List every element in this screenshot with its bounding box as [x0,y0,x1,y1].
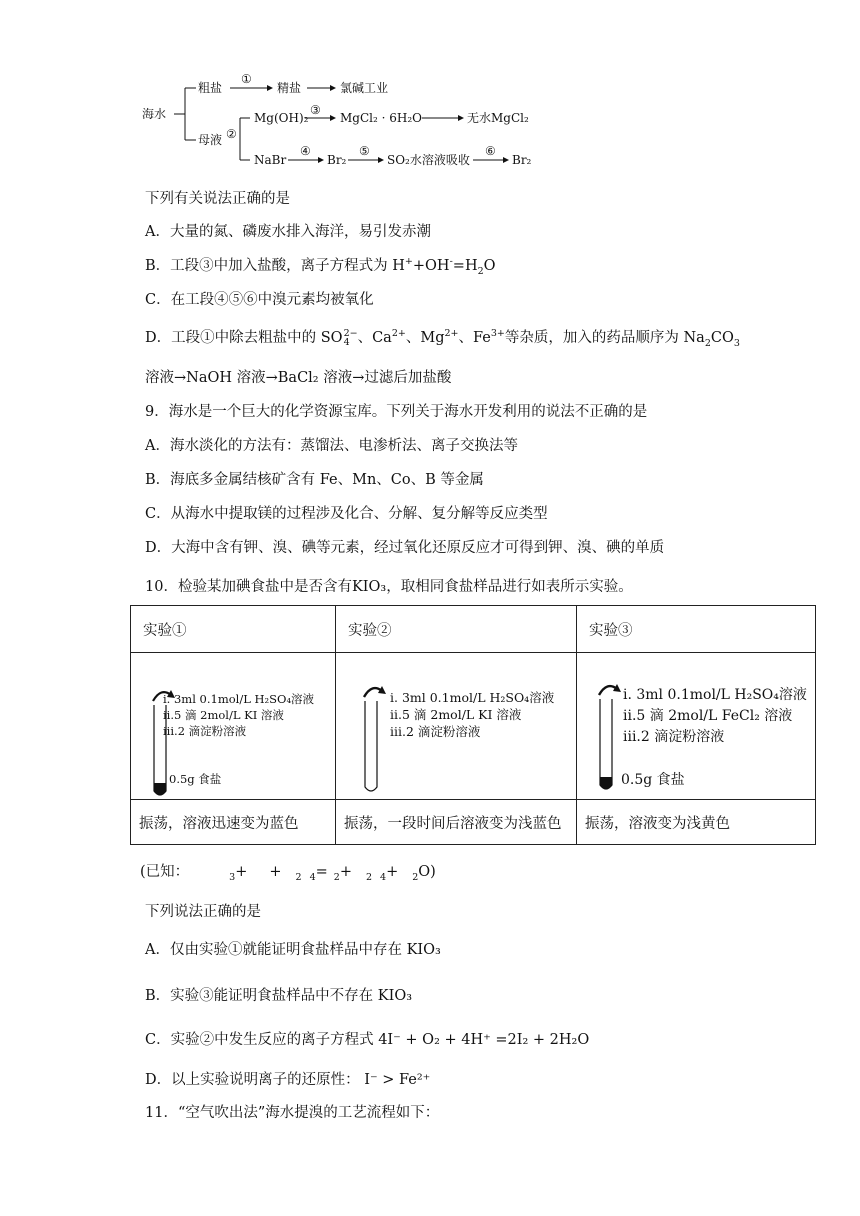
exp3-observation: 振荡，溶液变为浅黄色 [577,800,816,845]
exp1-reagent-2: ii.5 滴 2mol/L KI 溶液 [163,708,284,722]
node-nabr: NaBr [254,153,287,167]
q9-option-a: A．海水淡化的方法有：蒸馏法、电渗析法、离子交换法等 [145,438,518,454]
node-chlor-alkali: 氯碱工业 [340,81,389,95]
step-1-label: ① [241,72,252,86]
node-crude-salt: 粗盐 [198,81,223,95]
exp1-reagent-3: iii.2 滴淀粉溶液 [163,724,247,738]
q8-option-a: A．大量的氮、磷废水排入海洋，易引发赤潮 [145,224,431,240]
q10-known-equation: (已知： $_3$+ + $_2$ $_4$= $_2$+ $_2$ $_4$+ $_2$O) [140,864,436,883]
node-mg-oh2: Mg(OH)₂ [254,111,309,125]
q10-stem-2: 下列说法正确的是 [145,904,261,920]
q10-stem: 10．检验某加碘食盐中是否含有KIO₃，取相同食盐样品进行如表所示实验。 [145,579,633,595]
exp3-salt-label: 0.5g 食盐 [621,772,685,788]
q9-option-d: D．大海中含有钾、溴、碘等元素，经过氧化还原反应才可得到钾、溴、碘的单质 [145,540,665,556]
node-br2: Br₂ [327,153,347,167]
seawater-process-diagram [140,70,560,180]
q8-option-b: B．工段③中加入盐酸，离子方程式为 $H^++OH^-=H_2O$ [145,256,496,277]
node-mother-liquor: 母液 [198,133,223,147]
exp3-header: 实验③ [577,606,816,653]
exp3-reagent-1: i. 3ml 0.1mol/L H₂SO₄溶液 [623,687,807,703]
q8-stem: 下列有关说法正确的是 [145,191,290,207]
q10-option-a: A．仅由实验①就能证明食盐样品中存在 KIO₃ [145,942,441,958]
experiment-table [130,605,816,845]
exp2-figure [336,653,577,800]
node-refined-salt: 精盐 [277,81,302,95]
exp1-observation: 振荡，溶液迅速变为蓝色 [131,800,336,845]
exp1-reagent-1: i. 3ml 0.1mol/L H₂SO₄溶液 [163,692,315,706]
step-2-label: ② [226,127,237,141]
exp1-figure [131,653,336,800]
exp2-reagent-1: i. 3ml 0.1mol/L H₂SO₄溶液 [390,690,555,705]
q9-option-b: B．海底多金属结核矿含有 Fe、Mn、Co、B 等金属 [145,472,484,488]
q8-option-d-cont: 溶液→NaOH 溶液→BaCl₂ 溶液→过滤后加盐酸 [145,370,452,386]
exp3-reagent-3: iii.2 滴淀粉溶液 [623,729,725,745]
step-4-label: ④ [300,144,311,158]
step-3-label: ③ [310,103,321,117]
node-mgcl2-hydrate: MgCl₂ · 6H₂O [340,111,422,125]
q8-option-d: D．工段①中除去粗盐中的 SO 2− 4 、$Ca^{2+}$、$Mg^{2+}$、$Fe^{3+}$等杂质，加入的药品顺序为 $Na_2CO_3$ [145,328,740,349]
node-so2-absorb: SO₂水溶液吸收 [387,153,470,167]
exp3-figure [577,653,816,800]
q9-stem: 9．海水是一个巨大的化学资源宝库。下列关于海水开发利用的说法不正确的是 [145,404,648,420]
step-5-label: ⑤ [359,144,370,158]
exp1-header: 实验① [131,606,336,653]
node-anhydrous-mgcl2: 无水MgCl₂ [467,111,529,125]
exp2-reagent-3: iii.2 滴淀粉溶液 [390,724,481,739]
q8-option-c: C．在工段④⑤⑥中溴元素均被氧化 [145,292,374,308]
q10-option-c: C．实验②中发生反应的离子方程式 4I⁻ + O₂ + 4H⁺ =2I₂ + 2H₂O [145,1032,590,1048]
exp2-observation: 振荡，一段时间后溶液变为浅蓝色 [336,800,577,845]
q10-option-b: B．实验③能证明食盐样品中不存在 KIO₃ [145,988,413,1004]
q11-stem: 11．“空气吹出法”海水提溴的工艺流程如下： [145,1105,440,1121]
step-6-label: ⑥ [485,144,496,158]
exp3-reagent-2: ii.5 滴 2mol/L FeCl₂ 溶液 [623,708,793,724]
q10-option-d: D．以上实验说明离子的还原性： I⁻ > Fe²⁺ [145,1072,431,1088]
node-br2-final: Br₂ [512,153,532,167]
exp2-reagent-2: ii.5 滴 2mol/L KI 溶液 [390,707,522,722]
q9-option-c: C．从海水中提取镁的过程涉及化合、分解、复分解等反应类型 [145,506,548,522]
exp1-salt-label: 0.5g 食盐 [169,772,222,786]
node-seawater: 海水 [142,107,167,121]
exp2-header: 实验② [336,606,577,653]
